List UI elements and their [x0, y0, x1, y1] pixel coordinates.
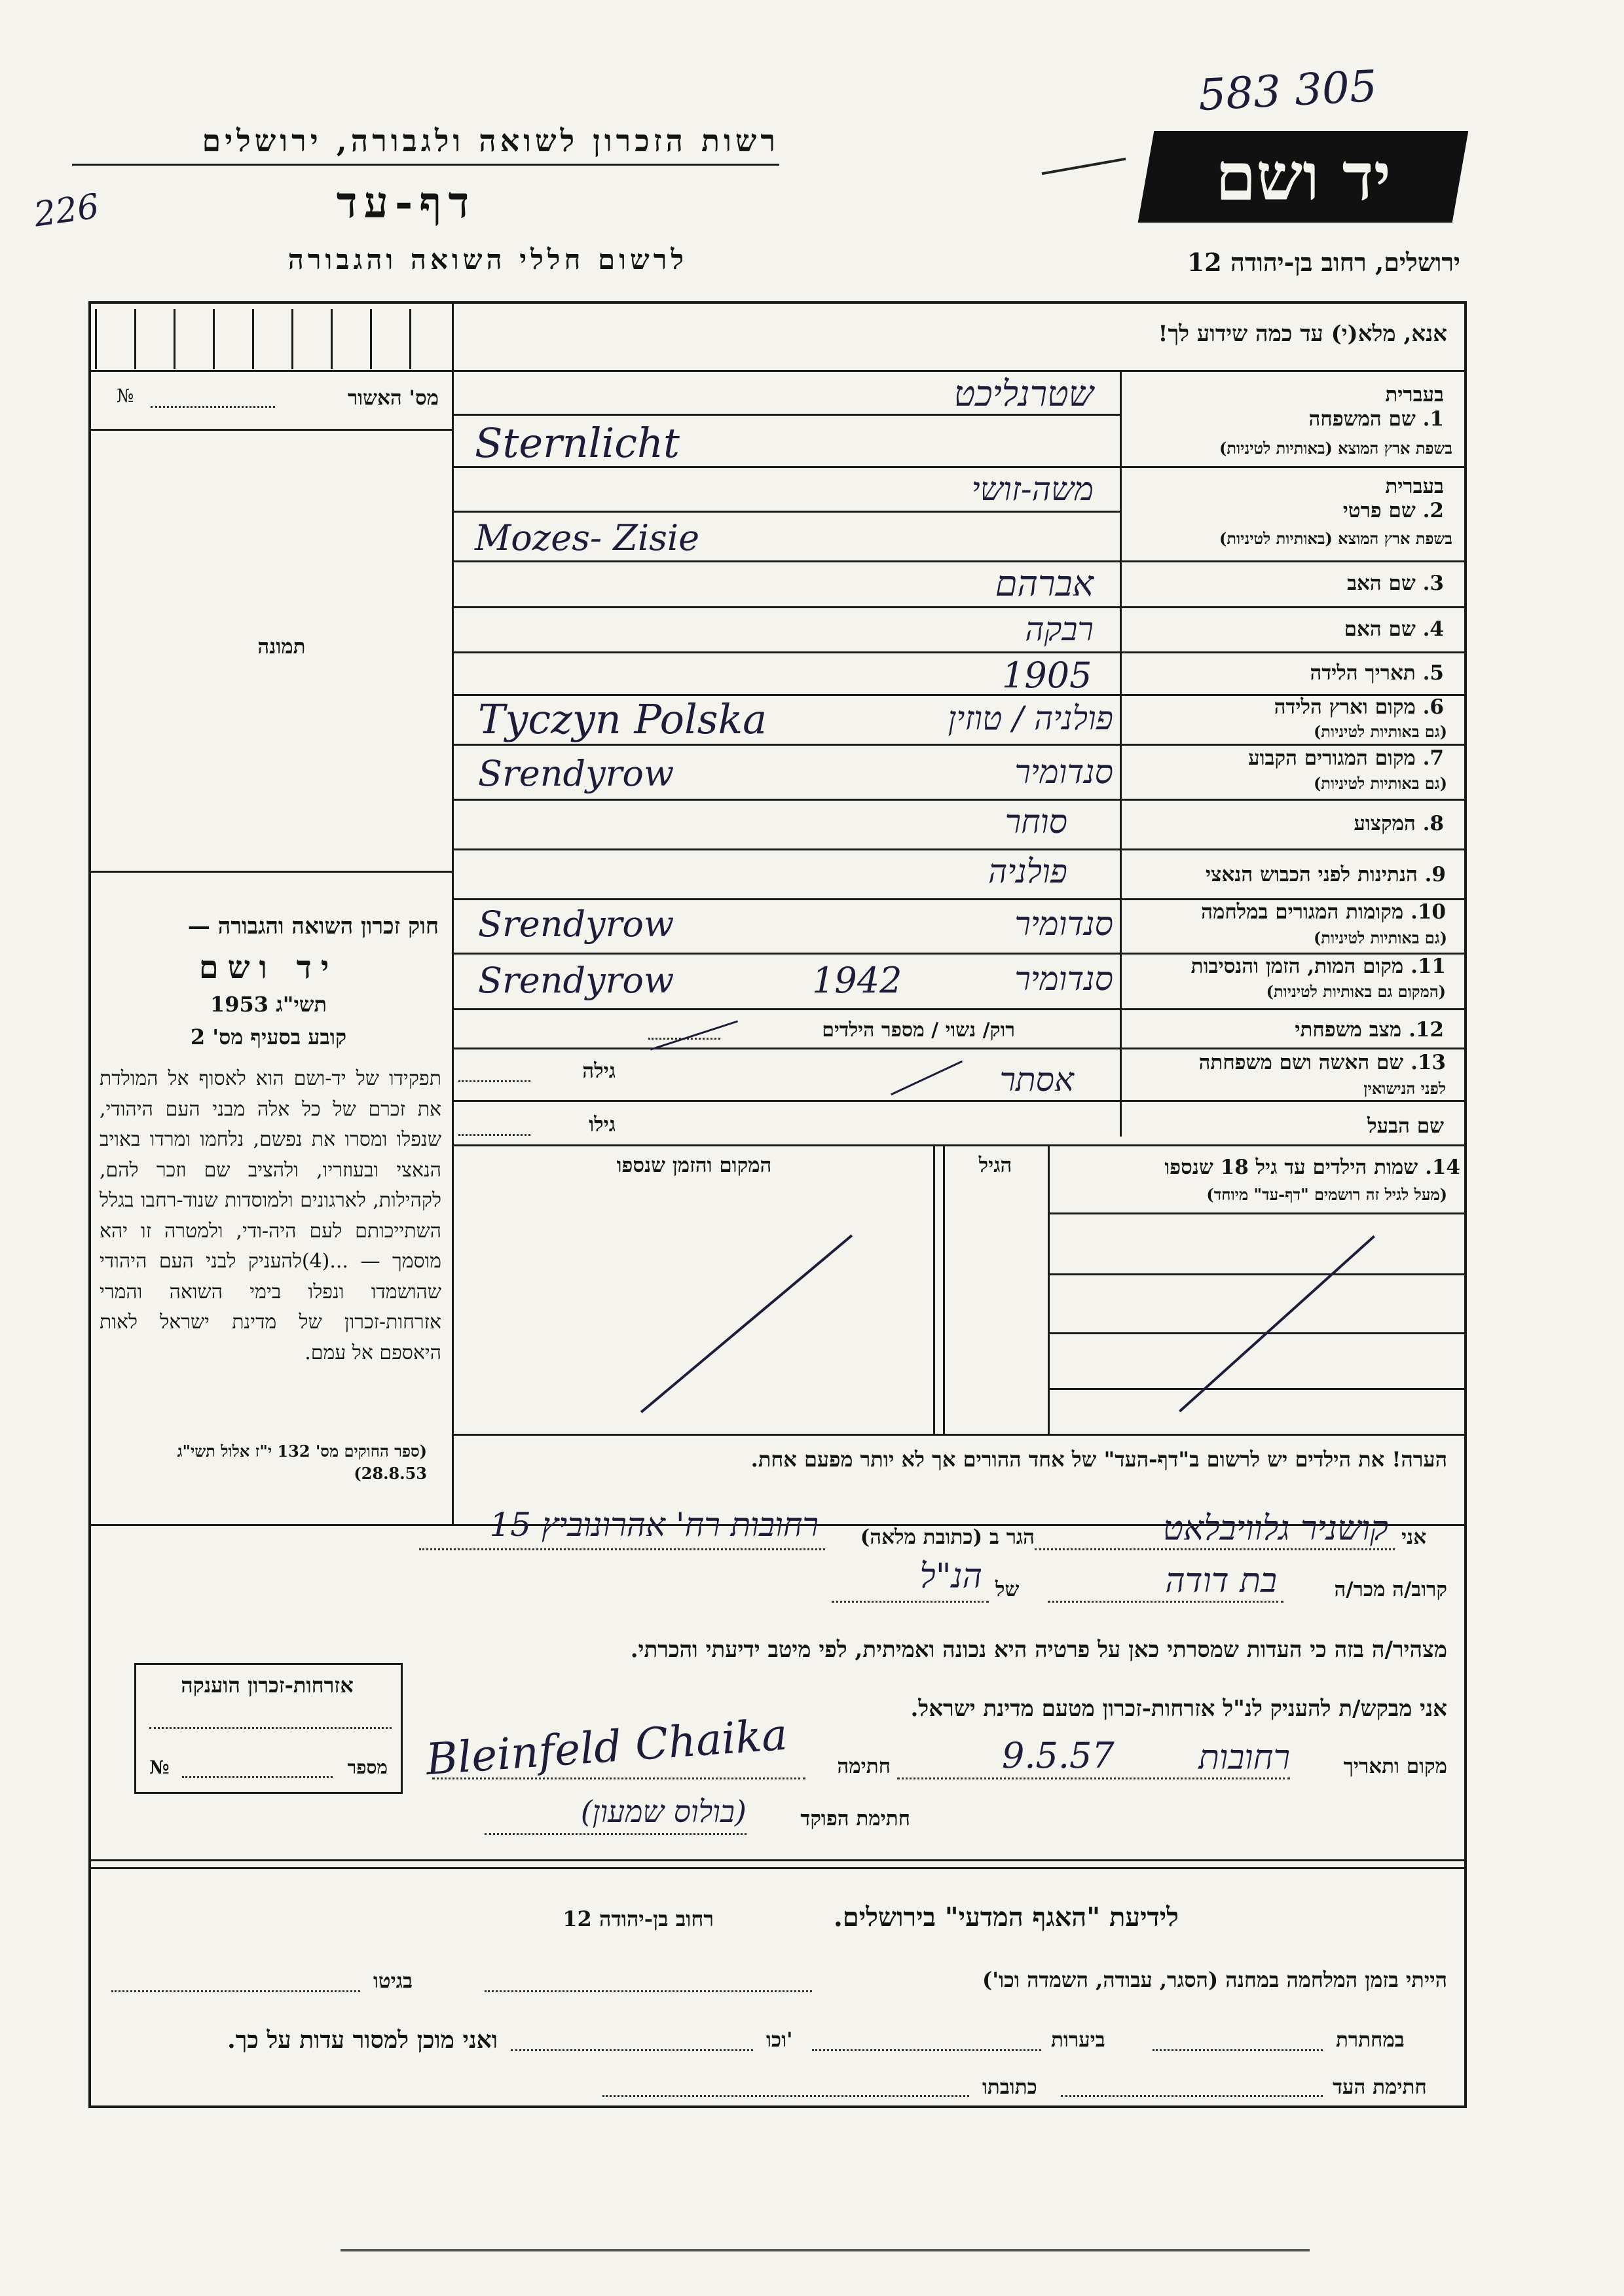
wartime-residence-hebrew[interactable]: סנדומיר	[1014, 905, 1113, 943]
field-label-8	[1136, 812, 1444, 835]
field-text-11: מקום המות, הזמן והנסיבות	[1190, 955, 1404, 978]
top-handwritten-note: 583 305	[1197, 60, 1378, 121]
law-year-hebrew: תשי"ג	[276, 992, 327, 1017]
children-place-col: המקום והזמן שנספו	[616, 1154, 772, 1177]
field-num-1: 1.	[1422, 407, 1444, 431]
field-num-9: 9.	[1424, 863, 1446, 886]
field-num-5: 5.	[1422, 661, 1444, 685]
also-latin-10: (גם באותיות לטיניות)	[1313, 928, 1447, 947]
hebrew-label-2: בעברית	[1385, 475, 1444, 498]
shel-label: של	[995, 1578, 1020, 1601]
underground-label: במחתרת	[1336, 2028, 1405, 2052]
official-label: חתימת הפוקד	[800, 1807, 910, 1831]
camp-field[interactable]	[485, 1990, 812, 1992]
field-label-7	[1136, 746, 1444, 770]
law-name: יד ושם	[198, 949, 339, 986]
field-text-8: המקצוע	[1354, 812, 1416, 835]
declarant-address-line	[419, 1548, 825, 1550]
footer-top-line-2	[91, 1867, 1464, 1869]
residing-label: הגר ב (כתובת מלאה)	[860, 1525, 1035, 1549]
hebrew-label-1: בעברית	[1385, 383, 1444, 407]
field-label-4	[1136, 617, 1444, 641]
row-line	[453, 1008, 1464, 1010]
etc-label: וכו'	[766, 2028, 793, 2052]
row-line	[453, 651, 1464, 653]
field-label-11	[1125, 955, 1446, 978]
place-date-line	[897, 1777, 1290, 1779]
citizenship-box-num-sym: №	[149, 1757, 170, 1778]
wife-age-label: גילה	[582, 1059, 616, 1083]
ghetto-label: בגיטו	[373, 1969, 413, 1993]
date-value[interactable]: 9.5.57	[1002, 1735, 1115, 1776]
citizenship[interactable]: פולניה	[987, 852, 1067, 890]
row-line	[453, 560, 1464, 562]
footer-title: לידיעת "האגף המדעי" בירושלים.	[833, 1902, 1179, 1933]
shel-value[interactable]: הנ"ל	[919, 1557, 982, 1596]
official-value[interactable]: (בולוס שמעון)	[580, 1794, 747, 1829]
yad-vashem-logo	[1138, 131, 1469, 223]
citizenship-box	[134, 1663, 403, 1794]
footer-top-line-1	[91, 1859, 1464, 1861]
field-num-10: 10.	[1411, 900, 1446, 924]
field-label-10	[1125, 900, 1446, 924]
relation-line	[1048, 1601, 1283, 1603]
wife-age-field[interactable]	[458, 1080, 530, 1082]
place-value[interactable]: רחובות	[1198, 1738, 1290, 1777]
row-line	[453, 1048, 1464, 1049]
footer-address: רחוב בן-יהודה 12	[563, 1906, 714, 1931]
instruction-divider	[91, 370, 1464, 372]
field-label-6	[1136, 695, 1444, 719]
children-col-divider-2	[933, 1146, 935, 1434]
field-num-12: 12.	[1409, 1018, 1444, 1042]
row-line	[453, 606, 1464, 608]
declarant-name[interactable]: קושניר גלוויבלאט	[1162, 1509, 1388, 1548]
children-note: (מעל לגיל זה רושמים "דף-עד" מיוחד)	[1206, 1185, 1447, 1204]
row-line	[453, 1144, 1464, 1146]
children-title: שמות הילדים עד גיל 18 שנספו	[1164, 1156, 1418, 1179]
field-num-2: 2.	[1422, 499, 1444, 522]
declaration-ani: אני	[1401, 1525, 1427, 1549]
citizenship-box-num-label: מספר	[347, 1757, 388, 1778]
law-year	[98, 992, 439, 1017]
witness-signature-field[interactable]	[1061, 2095, 1323, 2097]
field-label-12	[1136, 1018, 1444, 1042]
approval-num-sym: №	[117, 385, 134, 407]
mother-name[interactable]: רבקה	[1025, 610, 1094, 648]
signature-label: חתימה	[837, 1755, 891, 1778]
row-line	[453, 799, 1464, 801]
citizenship-box-line	[149, 1727, 392, 1729]
birth-place-hebrew[interactable]: פולניה / טוזין	[948, 699, 1113, 737]
photo-label: תמונה	[257, 635, 306, 659]
approval-label: מס' האשור	[347, 386, 439, 410]
field-label-husband: שם הבעל	[1367, 1114, 1444, 1138]
relation-value[interactable]: בת דודה	[1165, 1561, 1277, 1601]
field-text-6: מקום וארץ הלידה	[1274, 695, 1416, 719]
signature-line	[432, 1777, 805, 1779]
children-row-line	[1049, 1273, 1464, 1275]
first-name-hebrew[interactable]: משה-זושי	[971, 470, 1094, 508]
form-subtitle: לרשום חללי השואה והגבורה	[287, 244, 688, 276]
law-footnote: (ספר החוקים מס' 132 י"ז אלול תשי"ג 28.8.53)	[177, 1442, 427, 1483]
footer-line1: הייתי בזמן המלחמה במחנה (הסגר, עבודה, השמדה וכו')	[982, 1967, 1447, 1992]
law-title: חוק זכרון השואה והגבורה —	[187, 913, 439, 939]
witness-address-label: כתובתו	[982, 2075, 1037, 2099]
field-num-3: 3.	[1422, 572, 1444, 595]
relative-label: קרוב/ה מכר/ה	[1334, 1578, 1447, 1601]
field-text-9: הנתינות לפני הכבוש הנאצי	[1206, 863, 1418, 886]
ghetto-field[interactable]	[111, 1990, 360, 1992]
label-column-divider	[1120, 371, 1122, 1137]
field-text-3: שם האב	[1347, 572, 1416, 595]
remark: הערה! את הילדים יש לרשום ב"דף-העד" של אחד ההורים אך לא יותר מפעם אחת.	[750, 1447, 1447, 1472]
field-text-1: שם המשפחה	[1308, 407, 1416, 431]
death-place-hebrew[interactable]: סנדומיר	[1014, 960, 1113, 998]
profession[interactable]: סוחר	[1005, 803, 1067, 841]
authority-name: רשות הזכרון לשואה ולגבורה, ירושלים	[202, 123, 779, 158]
row-line	[453, 511, 1120, 513]
field-text-10: מקומות המגורים במלחמה	[1201, 900, 1404, 924]
field-label-5	[1136, 661, 1444, 685]
ready-text: ואני מוכן למסור עדות על כך.	[227, 2026, 498, 2054]
shel-line	[832, 1601, 989, 1603]
death-place-latin[interactable]: Srendyrow	[478, 960, 674, 1001]
row-line	[453, 744, 1464, 746]
field-num-11: 11.	[1411, 955, 1446, 978]
children-row-line	[1049, 1388, 1464, 1390]
birth-place-latin[interactable]: Tyczyn Polska	[478, 695, 767, 743]
field-text-7: מקום המגורים הקבוע	[1248, 746, 1416, 770]
field-label-9	[1125, 863, 1446, 886]
children-num: 14.	[1425, 1156, 1460, 1179]
field-text-12: מצב משפחתי	[1295, 1018, 1402, 1042]
left-column-divider	[452, 304, 454, 1525]
underground-field[interactable]	[1153, 2049, 1323, 2051]
form-title: דף-עד	[336, 177, 476, 228]
law-year-number: 1953	[210, 992, 269, 1017]
field-num-4: 4.	[1422, 617, 1444, 641]
father-name[interactable]: אברהם	[995, 563, 1094, 604]
logo-text: יד ושם	[1215, 138, 1391, 215]
field-label-1	[1136, 407, 1444, 431]
children-bottom-line	[453, 1434, 1464, 1436]
field-label-3	[1136, 572, 1444, 595]
etc-field[interactable]	[511, 2049, 753, 2051]
death-place-note: (המקום גם באותיות לטיניות)	[1266, 982, 1446, 1001]
office-grid	[95, 309, 449, 369]
also-latin-6: (גם באותיות לטיניות)	[1313, 722, 1447, 741]
citizenship-box-title: אזרחות-זכרון הוענקה	[181, 1673, 354, 1698]
family-status-options: רוק/ נשוי / מספר הילדים	[822, 1019, 1015, 1042]
husband-age-label: גילו	[589, 1113, 616, 1137]
husband-age-field[interactable]	[458, 1134, 530, 1136]
field-num-7: 7.	[1422, 746, 1444, 770]
header-underline	[72, 164, 779, 166]
wartime-residence-latin[interactable]: Srendyrow	[478, 903, 674, 945]
family-name-hebrew[interactable]: שטרנליכט	[953, 373, 1094, 414]
field-text-5: תאריך הלידה	[1310, 661, 1416, 685]
latin-note-1: בשפת ארץ המוצא (באותיות לטיניות)	[1219, 439, 1452, 458]
citizenship-box-num-line	[182, 1776, 333, 1778]
field-text-2: שם פרטי	[1342, 499, 1416, 522]
photo-divider	[91, 871, 452, 873]
field-num-8: 8.	[1422, 812, 1444, 835]
forests-label: ביערות	[1051, 2028, 1105, 2052]
field-label-2	[1136, 499, 1444, 522]
latin-note-2: בשפת ארץ המוצא (באותיות לטיניות)	[1219, 529, 1452, 548]
children-row-line	[1049, 1332, 1464, 1334]
field-text-4: שם האם	[1344, 617, 1416, 641]
witness-address-field[interactable]	[602, 2095, 969, 2097]
field-num-13: 13.	[1411, 1051, 1446, 1074]
logo-swoosh	[1042, 158, 1126, 175]
witness-signature-label: חתימת העד	[1333, 2075, 1427, 2099]
field-label-13	[1125, 1051, 1446, 1074]
first-name-latin[interactable]: Mozes- Zisie	[475, 517, 700, 558]
before-marriage-note: לפני הנישואין	[1363, 1079, 1446, 1098]
place-date-label: מקום ותאריך	[1343, 1755, 1447, 1778]
children-col-divider-1	[1048, 1146, 1050, 1434]
law-text: תפקידו של יד-ושם הוא לאסוף אל המולדת את זכרם של כל אלה מבני העם היהודי, שנפלו ומסרו את נפשם, נלחמו ומרדו באויב הנאצי ובעוזריו, ולהציב שם וזכר להם, לקהילות, לארגונים ולמוסדות שנוד-רחבו בגלל השתייכותם לעם היה-ודי, ולמטרה זו יהא מוסמך — ...(4)להעניק לבני העם היהודי שהושמדו ונפלו בימי השואה והמרי אזרחות-זכרון של מדינת ישראל לאות היאספם אל עמם.	[100, 1067, 442, 1364]
children-header-line	[1049, 1212, 1464, 1214]
children-age-col: הגיל	[978, 1154, 1012, 1177]
row-line	[453, 1100, 1464, 1102]
bottom-rule	[341, 2249, 1310, 2251]
also-latin-7: (גם באותיות לטיניות)	[1313, 774, 1447, 793]
official-line	[485, 1833, 747, 1835]
permanent-residence-latin[interactable]: Srendyrow	[478, 753, 674, 794]
declaration-request: אני מבקש/ת להעניק לנ"ל אזרחות-זכרון מטעם מדינת ישראל.	[910, 1696, 1447, 1722]
family-name-latin[interactable]: Sternlicht	[475, 419, 680, 467]
declaration-statement: מצהיר/ה בזה כי העדות שמסרתי כאן על פרטיה היא נכונה ואמיתית, לפי מיטב ידיעתי והכרתי.	[630, 1637, 1447, 1663]
declarant-address[interactable]: רחובות רח' אהרונוביץ 15	[489, 1506, 819, 1544]
death-year[interactable]: 1942	[812, 960, 902, 1001]
field-text-13: שם האשה ושם משפחתה	[1198, 1051, 1404, 1074]
children-label	[1054, 1156, 1460, 1179]
side-handwritten-number: 226	[31, 187, 101, 235]
approval-divider	[91, 429, 452, 431]
address-header: ירושלים, רחוב בן-יהודה 12	[1187, 247, 1460, 277]
declarant-name-line	[1035, 1548, 1395, 1550]
field-num-6: 6.	[1422, 695, 1444, 719]
instruction: אנא, מלא(י) עד כמה שידוע לך!	[1158, 321, 1447, 347]
law-section: קובע בסעיף מס' 2	[190, 1025, 347, 1049]
children-col-divider-3	[943, 1146, 945, 1434]
row-line	[453, 848, 1464, 850]
forests-field[interactable]	[812, 2049, 1041, 2051]
wife-name[interactable]: אסתר	[999, 1061, 1074, 1099]
approval-number-field[interactable]	[151, 406, 275, 408]
permanent-residence-hebrew[interactable]: סנדומיר	[1014, 753, 1113, 791]
birth-date[interactable]: 1905	[1002, 655, 1092, 696]
signature[interactable]: Bleinfeld Chaika	[424, 1709, 789, 1785]
